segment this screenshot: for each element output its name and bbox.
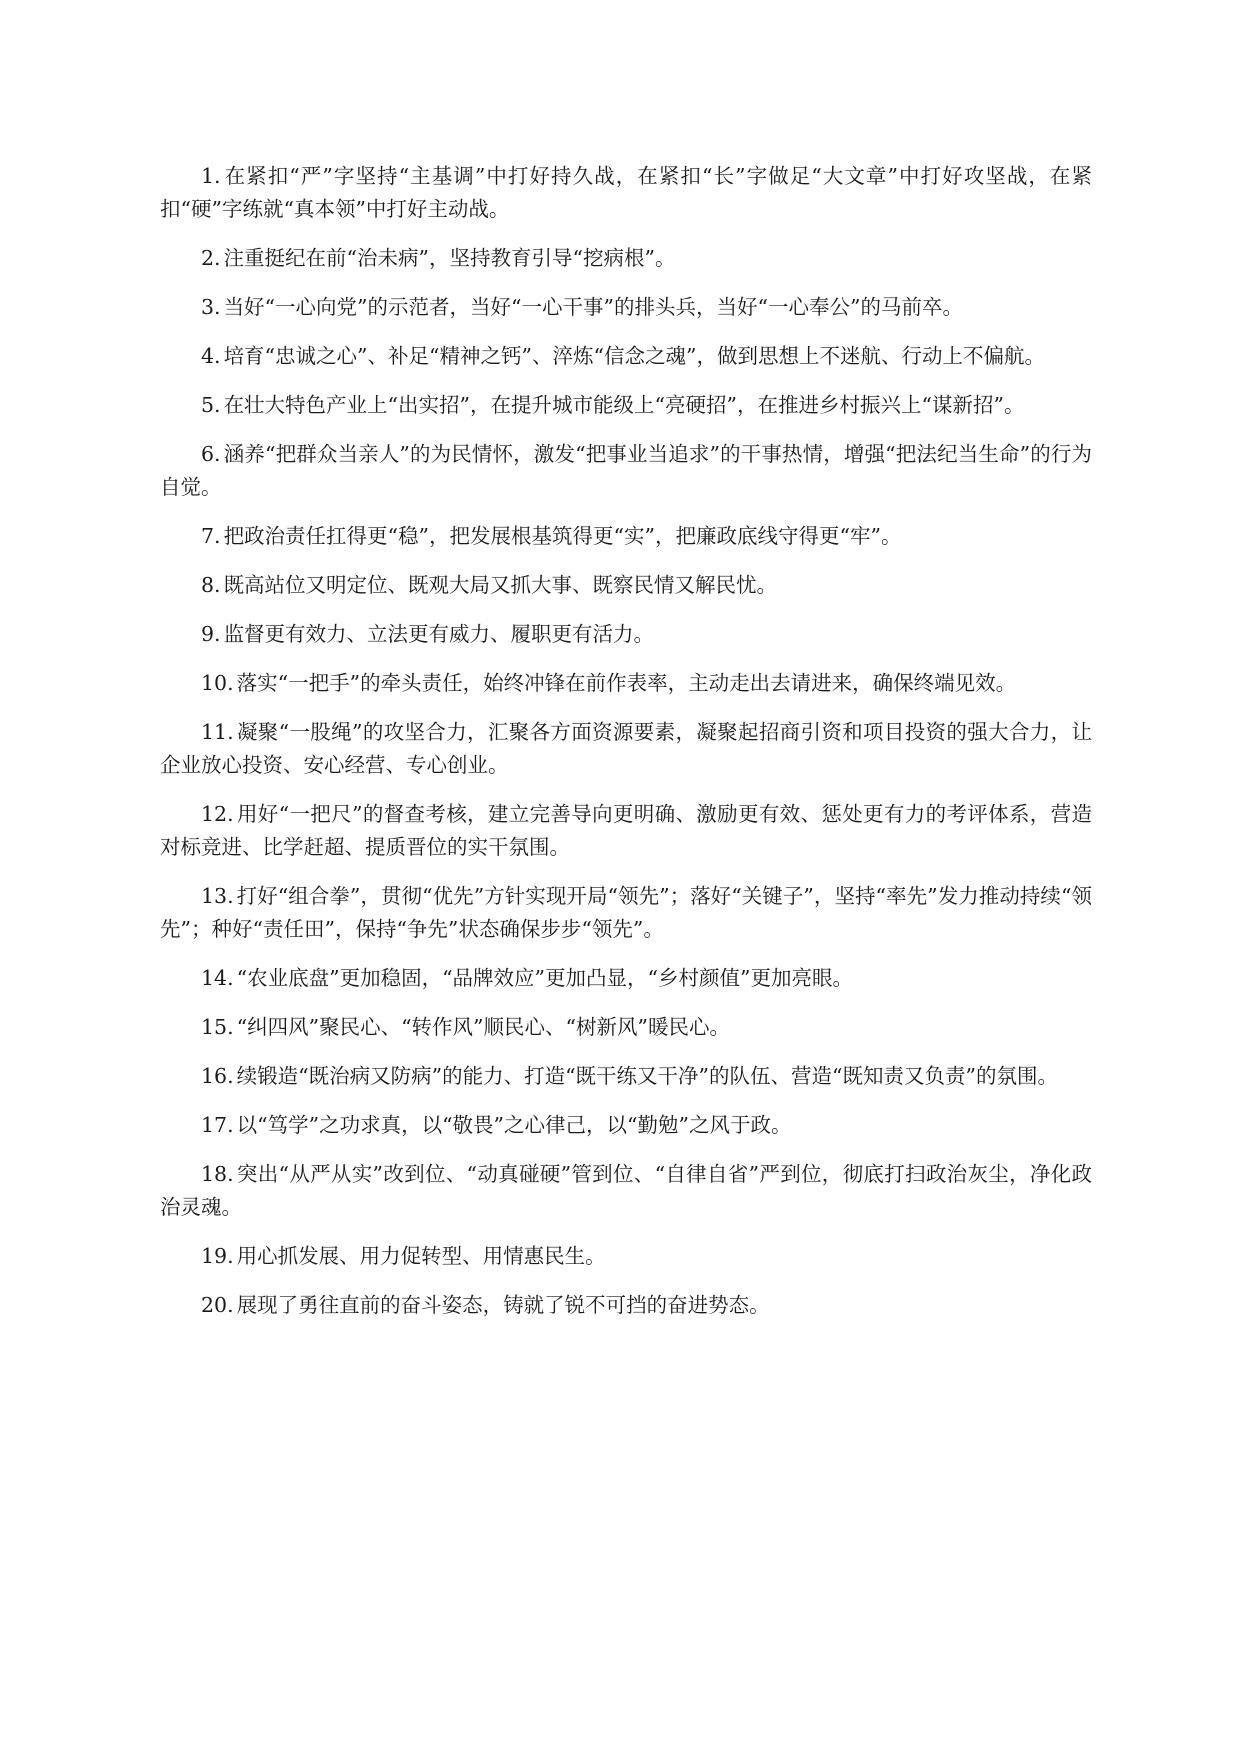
document-page — [160, 160, 1092, 1338]
item-text: 打好“组合拳”，贯彻“优先”方针实现开局“领先”；落好“关键子”，坚持“率先”发力推动持续“领先”；种好“责任田”，保持“争先”状态确保步步“领先”。 — [160, 884, 1092, 941]
list-item — [160, 340, 1092, 373]
item-text: 突出“从严从实”改到位、“动真碰硬”管到位、“自律自省”严到位，彻底打扫政治灰尘，净化政治灵魂。 — [160, 1162, 1092, 1219]
item-text: 在壮大特色产业上“出实招”，在提升城市能级上“亮硬招”，在推进乡村振兴上“谋新招”。 — [223, 393, 1025, 417]
list-item — [160, 160, 1092, 226]
item-number: 8. — [201, 573, 221, 597]
item-text: 涵养“把群众当亲人”的为民情怀，激发“把事业当追求”的干事热情，增强“把法纪当生命”的行为自觉。 — [160, 442, 1092, 499]
list-item — [160, 880, 1092, 946]
item-number: 20. — [201, 1293, 234, 1317]
item-text: 续锻造“既治病又防病”的能力、打造“既干练又干净”的队伍、营造“既知责又负责”的氛围。 — [236, 1064, 1058, 1088]
item-text: 既高站位又明定位、既观大局又抓大事、既察民情又解民忧。 — [223, 573, 778, 597]
item-number: 14. — [201, 966, 234, 990]
item-number: 18. — [201, 1162, 234, 1186]
list-item — [160, 389, 1092, 422]
list-item — [160, 520, 1092, 553]
item-number: 6. — [201, 442, 221, 466]
item-number: 17. — [201, 1113, 234, 1137]
item-text: 用心抓发展、用力促转型、用情惠民生。 — [236, 1244, 606, 1268]
item-number: 19. — [201, 1244, 234, 1268]
item-number: 10. — [201, 671, 234, 695]
item-number: 2. — [201, 246, 221, 270]
item-number: 9. — [201, 622, 221, 646]
item-number: 16. — [201, 1064, 234, 1088]
item-text: 注重挺纪在前“治未病”，坚持教育引导“挖病根”。 — [223, 246, 676, 270]
list-item — [160, 798, 1092, 864]
item-text: “纠四风”聚民心、“转作风”顺民心、“树新风”暖民心。 — [236, 1015, 730, 1039]
item-text: “农业底盘”更加稳固，“品牌效应”更加凸显，“乡村颜值”更加亮眼。 — [236, 966, 853, 990]
item-number: 4. — [201, 344, 221, 368]
item-number: 1. — [201, 164, 221, 188]
list-item — [160, 1060, 1092, 1093]
list-item — [160, 1240, 1092, 1273]
item-text: 当好“一心向党”的示范者，当好“一心干事”的排头兵，当好“一心奉公”的马前卒。 — [223, 295, 963, 319]
list-item — [160, 618, 1092, 651]
item-number: 7. — [201, 524, 221, 548]
item-text: 凝聚“一股绳”的攻坚合力，汇聚各方面资源要素，凝聚起招商引资和项目投资的强大合力，让企业放心投资、安心经营、专心创业。 — [160, 720, 1092, 777]
item-text: 培育“忠诚之心”、补足“精神之钙”、淬炼“信念之魂”，做到思想上不迷航、行动上不偏航。 — [223, 344, 1045, 368]
item-text: 监督更有效力、立法更有威力、履职更有活力。 — [223, 622, 655, 646]
item-number: 3. — [201, 295, 221, 319]
list-item — [160, 667, 1092, 700]
item-number: 15. — [201, 1015, 234, 1039]
item-text: 用好“一把尺”的督查考核，建立完善导向更明确、激励更有效、惩处更有力的考评体系，营造对标竞进、比学赶超、提质晋位的实干氛围。 — [160, 802, 1092, 859]
list-item — [160, 291, 1092, 324]
item-number: 12. — [201, 802, 234, 826]
item-text: 在紧扣“严”字坚持“主基调”中打好持久战，在紧扣“长”字做足“大文章”中打好攻坚战，在紧扣“硬”字练就“真本领”中打好主动战。 — [160, 164, 1092, 221]
item-text: 以“笃学”之功求真，以“敬畏”之心律己，以“勤勉”之风于政。 — [236, 1113, 792, 1137]
item-text: 把政治责任扛得更“稳”，把发展根基筑得更“实”，把廉政底线守得更“牢”。 — [223, 524, 902, 548]
list-item — [160, 716, 1092, 782]
list-item — [160, 1158, 1092, 1224]
item-text: 展现了勇往直前的奋斗姿态，铸就了锐不可挡的奋进势态。 — [236, 1293, 770, 1317]
item-number: 13. — [201, 884, 234, 908]
item-number: 5. — [201, 393, 221, 417]
list-item — [160, 962, 1092, 995]
list-item — [160, 1289, 1092, 1322]
item-number: 11. — [201, 720, 234, 744]
list-item — [160, 1109, 1092, 1142]
list-item — [160, 1011, 1092, 1044]
list-item — [160, 438, 1092, 504]
list-item — [160, 242, 1092, 275]
list-item — [160, 569, 1092, 602]
item-text: 落实“一把手”的牵头责任，始终冲锋在前作表率，主动走出去请进来，确保终端见效。 — [236, 671, 1017, 695]
